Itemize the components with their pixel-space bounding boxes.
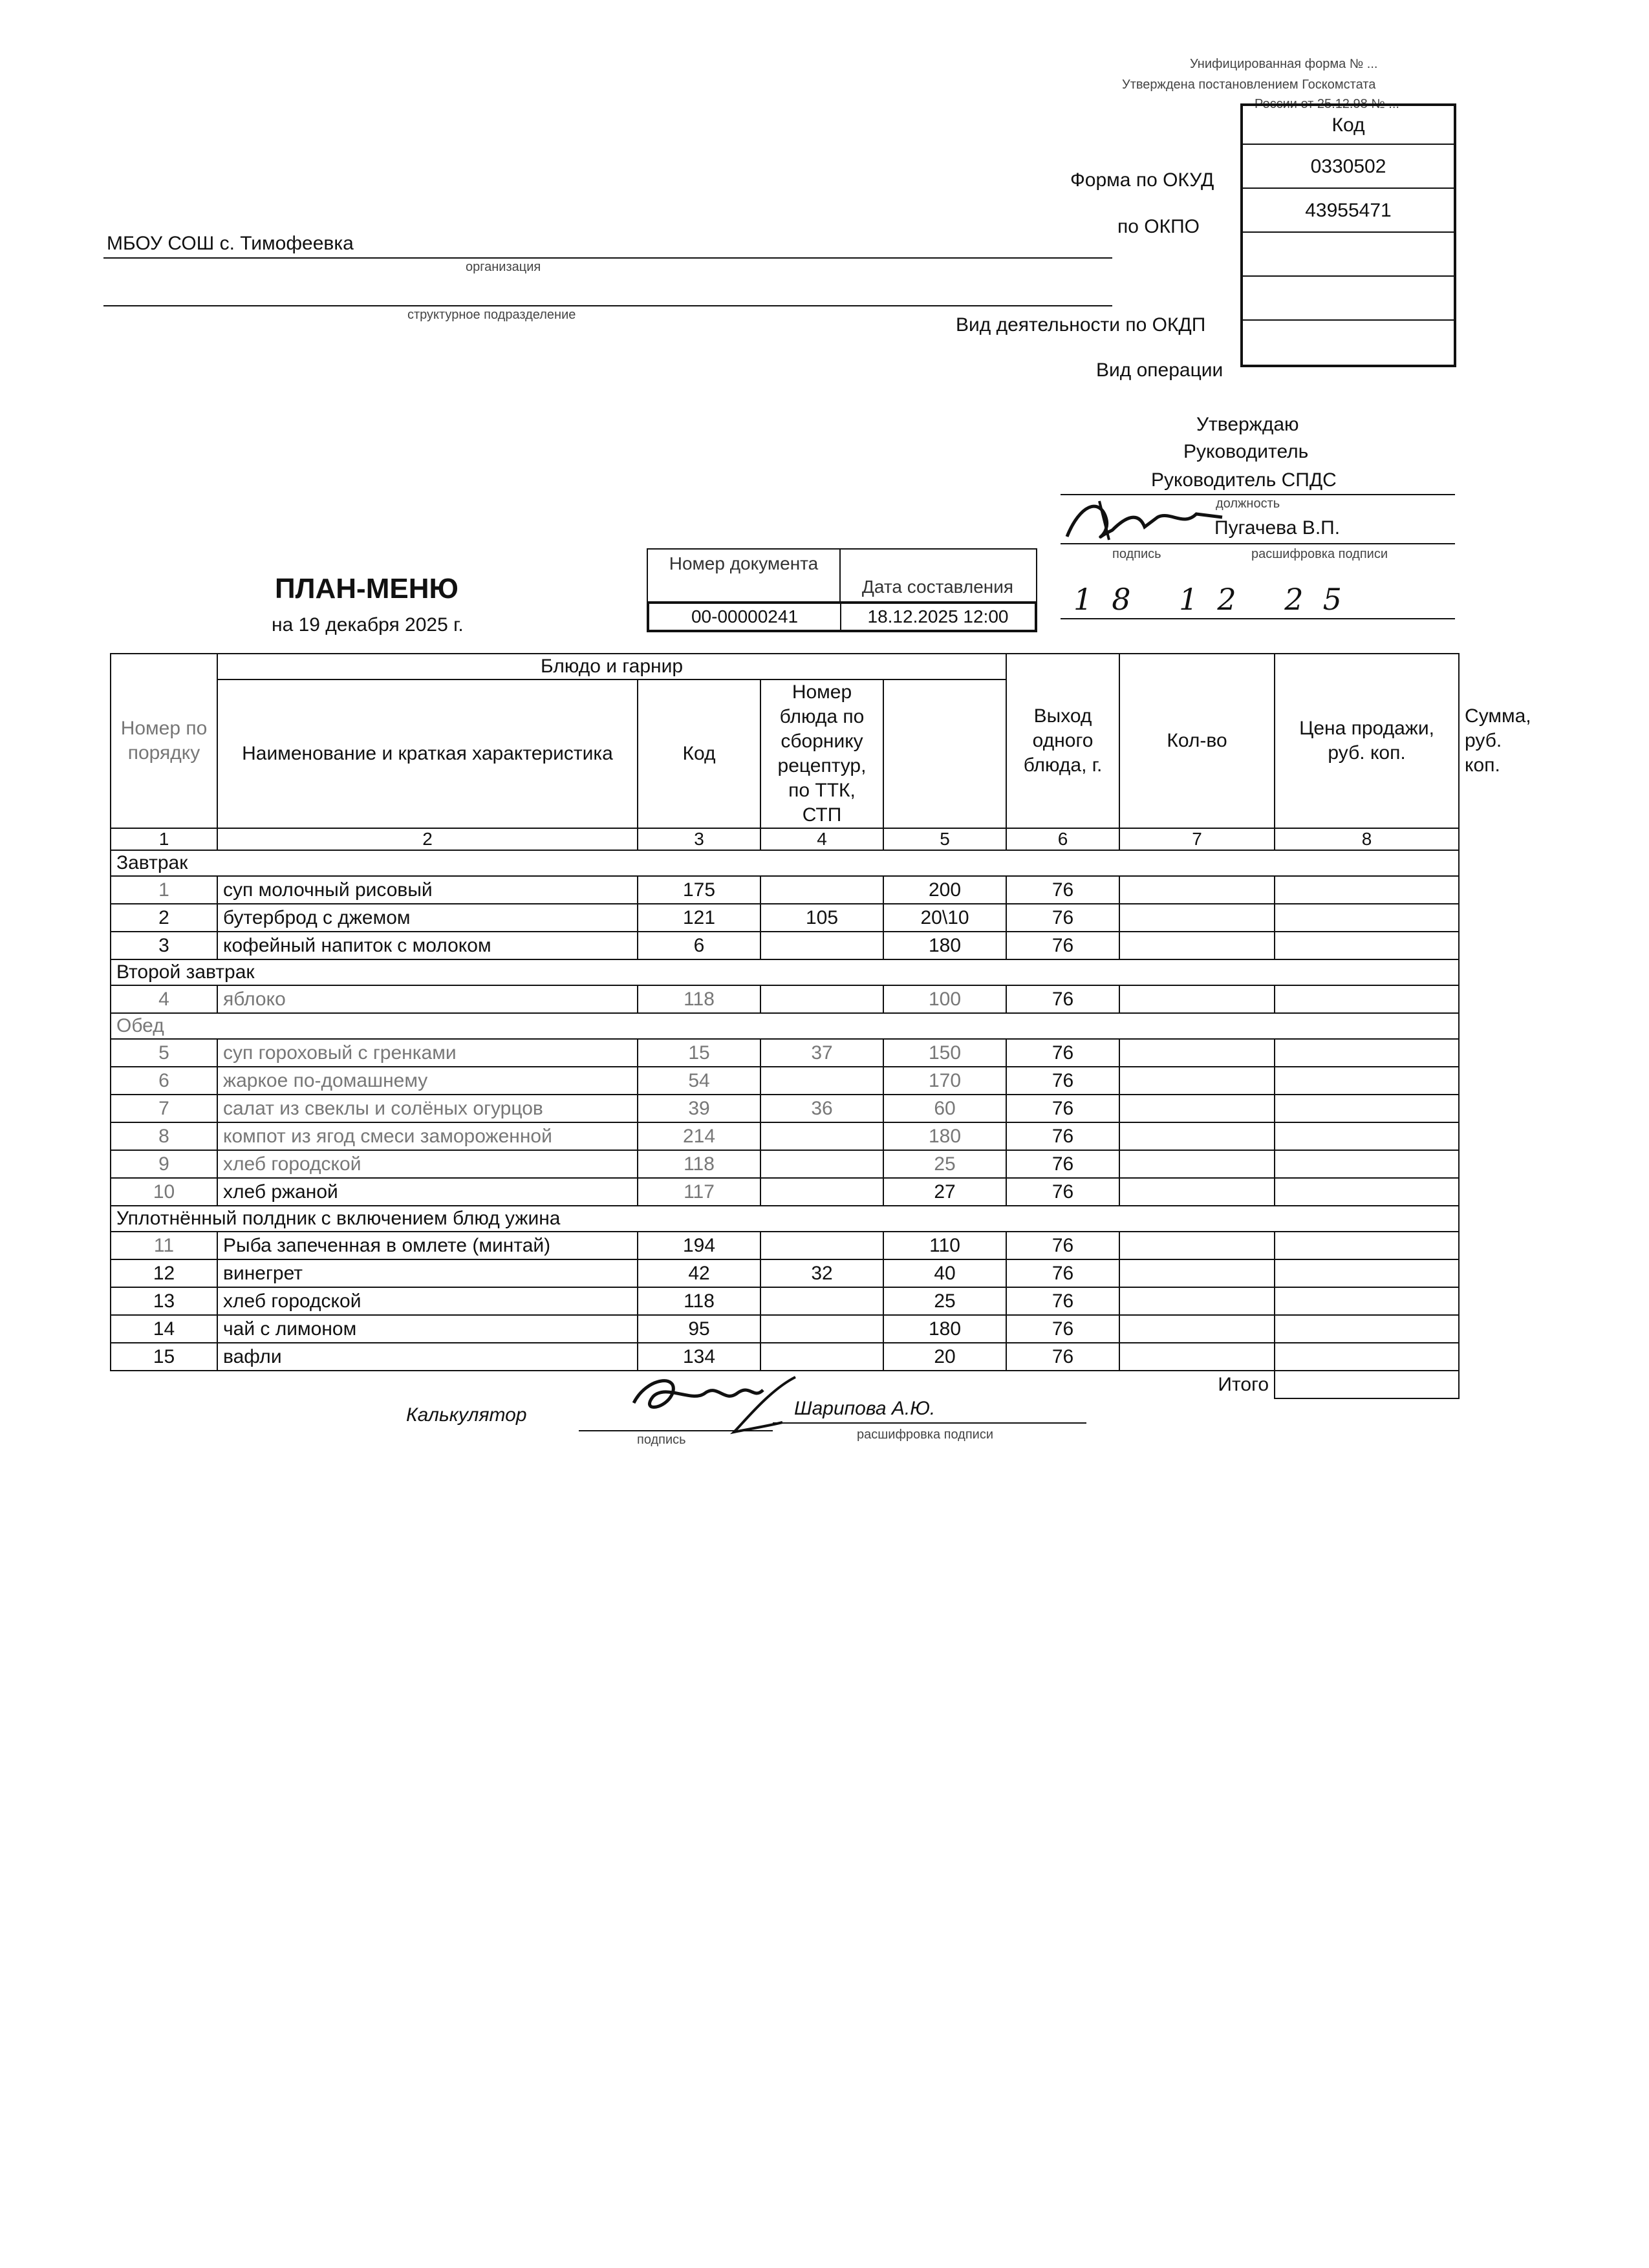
approve-word: Утверждаю: [1196, 414, 1299, 435]
row-number: 1: [111, 876, 217, 904]
table-row: [111, 1067, 1459, 1095]
dish-sum: [1275, 1287, 1459, 1315]
dish-price: [1119, 1259, 1275, 1287]
page-subtitle: на 19 декабря 2025 г.: [272, 614, 464, 636]
blank-code: [1243, 233, 1454, 277]
dish-qty: 76: [1006, 1095, 1119, 1122]
dish-sum: [1275, 1232, 1459, 1259]
header-name: Наименование и краткая характеристика: [217, 679, 638, 828]
table-row: [111, 985, 1459, 1013]
footer-name-line: [773, 1422, 1086, 1424]
table-row: [111, 1095, 1459, 1122]
page-title: ПЛАН-МЕНЮ: [275, 573, 458, 604]
col-number: 3: [638, 828, 760, 850]
table-row: [111, 1039, 1459, 1067]
total-label: Итого: [1218, 1374, 1269, 1395]
col-number: 1: [111, 828, 217, 850]
row-number: 7: [111, 1095, 217, 1122]
signature-line: [1061, 543, 1209, 544]
dish-qty: 76: [1006, 1259, 1119, 1287]
dish-price: [1119, 1315, 1275, 1343]
dish-output: 180: [883, 932, 1006, 959]
dish-sum: [1275, 876, 1459, 904]
header-code: Код: [638, 679, 760, 828]
form-ref-line3: России от 25.12.98 № ...: [1255, 97, 1399, 111]
okpo-label: по ОКПО: [1117, 216, 1200, 237]
dish-code: 15: [638, 1039, 760, 1067]
dish-qty: 76: [1006, 985, 1119, 1013]
dish-qty: 76: [1006, 1122, 1119, 1150]
table-row: [111, 1259, 1459, 1287]
dish-qty: 76: [1006, 1343, 1119, 1371]
doc-number-label: Номер документа: [648, 550, 841, 603]
approver-name: Пугачева В.П.: [1214, 517, 1341, 539]
footer-name: Шарипова А.Ю.: [794, 1398, 936, 1419]
dish-qty: 76: [1006, 1039, 1119, 1067]
table-row: [111, 1178, 1459, 1206]
table-row: [111, 1315, 1459, 1343]
section-afternoon-snack: Уплотнённый полдник с включением блюд ужина: [111, 1206, 1459, 1232]
dish-price: [1119, 1039, 1275, 1067]
footer-role: Калькулятор: [406, 1404, 527, 1426]
dish-qty: 76: [1006, 1287, 1119, 1315]
footer-name-caption: расшифровка подписи: [857, 1428, 994, 1442]
dish-recipe: [760, 1122, 883, 1150]
dish-output: 25: [883, 1287, 1006, 1315]
row-number: 3: [111, 932, 217, 959]
dish-name: вафли: [217, 1343, 638, 1371]
dish-code: 121: [638, 904, 760, 932]
doc-date: 18.12.2025 12:00: [867, 606, 1009, 626]
dish-recipe: [760, 1315, 883, 1343]
dish-qty: 76: [1006, 1232, 1119, 1259]
dish-output: 20\10: [883, 904, 1006, 932]
dish-output: 25: [883, 1150, 1006, 1178]
table-row: [111, 1287, 1459, 1315]
row-number: 12: [111, 1259, 217, 1287]
row-number: 13: [111, 1287, 217, 1315]
dish-recipe: 105: [760, 904, 883, 932]
header-dish-group: Блюдо и гарнир: [217, 654, 1006, 679]
dish-recipe: [760, 1150, 883, 1178]
dish-recipe: [760, 1287, 883, 1315]
position-caption: должность: [1216, 497, 1280, 511]
header-price: Цена продажи, руб. коп.: [1275, 654, 1459, 828]
dish-name: компот из ягод смеси замороженной: [217, 1122, 638, 1150]
dish-name: яблоко: [217, 985, 638, 1013]
dish-sum: [1275, 1178, 1459, 1206]
dish-price: [1119, 1150, 1275, 1178]
doc-number: 00-00000241: [649, 604, 841, 630]
dish-code: 214: [638, 1122, 760, 1150]
dish-recipe: 32: [760, 1259, 883, 1287]
row-number: 2: [111, 904, 217, 932]
dish-name: суп молочный рисовый: [217, 876, 638, 904]
dish-recipe: [760, 876, 883, 904]
col-number: 4: [760, 828, 883, 850]
approval-date-line: [1061, 618, 1455, 619]
dish-sum: [1275, 985, 1459, 1013]
dish-sum: [1275, 904, 1459, 932]
table-row: [111, 1150, 1459, 1178]
table-row: [111, 1122, 1459, 1150]
total-value: [1275, 1371, 1459, 1398]
row-number: 8: [111, 1122, 217, 1150]
dish-sum: [1275, 1122, 1459, 1150]
dish-code: 194: [638, 1232, 760, 1259]
dish-output: 40: [883, 1259, 1006, 1287]
dish-name: винегрет: [217, 1259, 638, 1287]
organization-line: [103, 257, 1112, 259]
dish-qty: 76: [1006, 1067, 1119, 1095]
row-number: 4: [111, 985, 217, 1013]
dish-price: [1119, 1122, 1275, 1150]
col-number: 2: [217, 828, 638, 850]
dish-price: [1119, 932, 1275, 959]
dish-code: 117: [638, 1178, 760, 1206]
okdp-label: Вид деятельности по ОКДП: [956, 314, 1206, 336]
col-number: 8: [1275, 828, 1459, 850]
dish-name: хлеб городской: [217, 1150, 638, 1178]
dish-output: 20: [883, 1343, 1006, 1371]
row-number: 15: [111, 1343, 217, 1371]
dish-code: 95: [638, 1315, 760, 1343]
dish-name: суп гороховый с гренками: [217, 1039, 638, 1067]
dish-code: 42: [638, 1259, 760, 1287]
okpo-value: 43955471: [1243, 189, 1454, 233]
row-number: 6: [111, 1067, 217, 1095]
dish-recipe: 36: [760, 1095, 883, 1122]
table-row: [111, 876, 1459, 904]
division-line: [103, 305, 1112, 306]
dish-code: 118: [638, 1150, 760, 1178]
section-breakfast: Завтрак: [111, 850, 1459, 876]
dish-output: 170: [883, 1067, 1006, 1095]
dish-qty: 76: [1006, 904, 1119, 932]
dish-recipe: [760, 985, 883, 1013]
dish-qty: 76: [1006, 876, 1119, 904]
row-number: 9: [111, 1150, 217, 1178]
dish-price: [1119, 1067, 1275, 1095]
col-number: 5: [883, 828, 1006, 850]
row-number: 5: [111, 1039, 217, 1067]
dish-name: салат из свеклы и солёных огурцов: [217, 1095, 638, 1122]
dish-qty: 76: [1006, 1178, 1119, 1206]
signature-caption: подпись: [1112, 547, 1161, 561]
dish-name: жаркое по-домашнему: [217, 1067, 638, 1095]
dish-sum: [1275, 1343, 1459, 1371]
dish-recipe: [760, 1178, 883, 1206]
dish-code: 39: [638, 1095, 760, 1122]
dish-output: 180: [883, 1122, 1006, 1150]
dish-name: кофейный напиток с молоком: [217, 932, 638, 959]
organization-caption: организация: [466, 260, 541, 274]
dish-sum: [1275, 1315, 1459, 1343]
dish-output: 60: [883, 1095, 1006, 1122]
operation-value: [1243, 321, 1454, 365]
table-row: [111, 1232, 1459, 1259]
dish-code: 6: [638, 932, 760, 959]
dish-output: 100: [883, 985, 1006, 1013]
dish-price: [1119, 1343, 1275, 1371]
header-recipe: Номер блюда по сборнику рецептур, по ТТК, СТП: [760, 679, 883, 828]
dish-sum: [1275, 1095, 1459, 1122]
table-row: [111, 932, 1459, 959]
doc-date-label: Дата составления: [861, 577, 1014, 597]
dish-code: 134: [638, 1343, 760, 1371]
row-number: 10: [111, 1178, 217, 1206]
document-box: [647, 548, 1037, 632]
dish-code: 54: [638, 1067, 760, 1095]
dish-name: чай с лимоном: [217, 1315, 638, 1343]
table-row: [111, 904, 1459, 932]
dish-output: 27: [883, 1178, 1006, 1206]
row-number: 11: [111, 1232, 217, 1259]
col-number: 7: [1119, 828, 1275, 850]
dish-price: [1119, 1178, 1275, 1206]
dish-code: 118: [638, 985, 760, 1013]
dish-sum: [1275, 1259, 1459, 1287]
dish-output: 150: [883, 1039, 1006, 1067]
dish-recipe: [760, 1232, 883, 1259]
dish-recipe: 37: [760, 1039, 883, 1067]
dish-price: [1119, 1095, 1275, 1122]
approver-name-line: [1209, 543, 1455, 544]
dish-price: [1119, 876, 1275, 904]
dish-price: [1119, 985, 1275, 1013]
dish-qty: 76: [1006, 1150, 1119, 1178]
approver-name-caption: расшифровка подписи: [1251, 547, 1388, 561]
form-ref-line1: Унифицированная форма № ...: [1190, 57, 1378, 71]
footer-signature-line: [579, 1430, 773, 1431]
dish-sum: [1275, 1150, 1459, 1178]
dish-name: бутерброд с джемом: [217, 904, 638, 932]
dish-price: [1119, 1232, 1275, 1259]
dish-price: [1119, 904, 1275, 932]
col-number: 6: [1006, 828, 1119, 850]
approve-role: Руководитель: [1183, 441, 1309, 462]
dish-price: [1119, 1287, 1275, 1315]
approval-date-handwritten: 18 12 25: [1073, 582, 1361, 617]
dish-name: хлеб ржаной: [217, 1178, 638, 1206]
dish-recipe: [760, 1067, 883, 1095]
codes-box: [1240, 103, 1456, 367]
header-qty: Кол-во: [1119, 654, 1275, 828]
dish-qty: 76: [1006, 1315, 1119, 1343]
dish-output: 110: [883, 1232, 1006, 1259]
dish-output: 180: [883, 1315, 1006, 1343]
section-lunch: Обед: [111, 1013, 1459, 1039]
menu-table: Номер по порядку Блюдо и гарнир Выход одного блюда, г. Кол-во Цена продажи, руб. коп. Сумма, руб. коп. Наименование и краткая характеристика Код Номер блюда по сборнику рецептур, по ТТК, СТП 1 2 3 4 5 6 7 8 Завтрак 1 суп молочный рисовый 175 200 76 2 бутерброд с джемом 121 105 20\10 76 3 кофейный напиток с молоком 6 180 76 Второй завтрак 4 яблоко 118 100 76 Обед 5 суп гороховый с гренками 15 37 150 76 6 жаркое по-домашнему 54 170 76 7 салат из свеклы и солёных огурцов 39 36 60 76 8 компот из ягод смеси замороженной 214 180 76 9 хлеб городской 118 25 76 10 хлеб ржаной 117 27 76 Уплотнённый полдник с включением блюд ужина 11 Рыба запеченная в омлете (минтай) 194 110 76 12 винегрет 42 32 40 76 13 хлеб городской 118 25 76 14 чай с лимоном 95 180 76 15 вафли 134 20 76 Итого: [110, 653, 1460, 1399]
form-ref-line2: Утверждена постановлением Госкомстата: [1122, 78, 1376, 92]
okud-value: 0330502: [1243, 145, 1454, 189]
approve-position: Руководитель СПДС: [1151, 469, 1337, 491]
dish-sum: [1275, 1067, 1459, 1095]
dish-code: 118: [638, 1287, 760, 1315]
dish-name: хлеб городской: [217, 1287, 638, 1315]
footer-signature-caption: подпись: [637, 1433, 686, 1447]
dish-name: Рыба запеченная в омлете (минтай): [217, 1232, 638, 1259]
header-row-number: Номер по порядку: [111, 654, 217, 828]
header-output: Выход одного блюда, г.: [1006, 654, 1119, 828]
operation-label: Вид операции: [1096, 359, 1223, 381]
dish-sum: [1275, 1039, 1459, 1067]
division-caption: структурное подразделение: [407, 308, 576, 322]
row-number: 14: [111, 1315, 217, 1343]
dish-sum: [1275, 932, 1459, 959]
dish-code: 175: [638, 876, 760, 904]
dish-recipe: [760, 932, 883, 959]
okud-label: Форма по ОКУД: [1070, 169, 1214, 191]
organization-name: МБОУ СОШ с. Тимофеевка: [107, 233, 354, 254]
section-second-breakfast: Второй завтрак: [111, 959, 1459, 985]
okdp-value: [1243, 277, 1454, 321]
dish-qty: 76: [1006, 932, 1119, 959]
code-header: Код: [1243, 106, 1454, 145]
dish-output: 200: [883, 876, 1006, 904]
